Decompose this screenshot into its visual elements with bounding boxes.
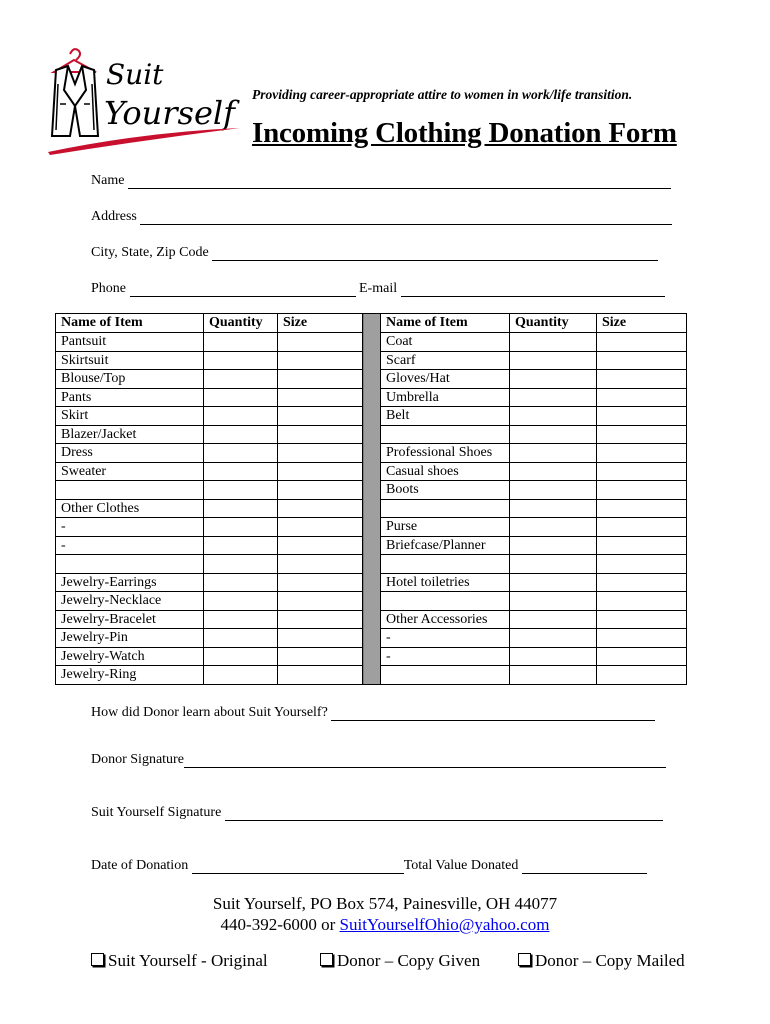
item-name-cell: Boots — [381, 481, 510, 500]
svg-text:Yourself: Yourself — [104, 94, 235, 132]
item-name-cell: Pants — [56, 388, 204, 407]
size-cell[interactable] — [278, 647, 363, 666]
quantity-cell[interactable] — [510, 370, 597, 389]
item-name-cell: Skirt — [56, 407, 204, 426]
item-name-cell — [381, 425, 510, 444]
size-cell[interactable] — [597, 481, 687, 500]
city-state-zip-line[interactable] — [212, 246, 658, 261]
quantity-cell[interactable] — [204, 388, 278, 407]
size-cell[interactable] — [597, 536, 687, 555]
item-name-cell: Pantsuit — [56, 333, 204, 352]
item-name-cell: Casual shoes — [381, 462, 510, 481]
item-name-cell: - — [381, 629, 510, 648]
quantity-cell[interactable] — [204, 333, 278, 352]
item-name-cell: Jewelry-Watch — [56, 647, 204, 666]
item-name-cell: Sweater — [56, 462, 204, 481]
copy-mailed-label: Donor – Copy Mailed — [535, 951, 685, 970]
size-cell[interactable] — [278, 407, 363, 426]
quantity-cell[interactable] — [510, 610, 597, 629]
address-field[interactable] — [91, 209, 672, 225]
column-header: Quantity — [510, 314, 597, 333]
size-cell[interactable] — [597, 333, 687, 352]
size-cell[interactable] — [278, 592, 363, 611]
donation-items-table — [55, 313, 687, 685]
size-cell[interactable] — [278, 573, 363, 592]
name-field[interactable] — [91, 173, 671, 189]
copy-original-label: Suit Yourself - Original — [108, 951, 268, 970]
size-cell[interactable] — [597, 370, 687, 389]
size-cell[interactable] — [597, 666, 687, 685]
item-name-cell: Scarf — [381, 351, 510, 370]
item-name-cell: - — [381, 647, 510, 666]
donor-signature-line[interactable] — [184, 753, 666, 768]
copy-given-option[interactable] — [320, 951, 480, 971]
item-name-cell: Professional Shoes — [381, 444, 510, 463]
quantity-cell[interactable] — [510, 573, 597, 592]
size-cell[interactable] — [597, 388, 687, 407]
city-state-zip-label: City, State, Zip Code — [91, 245, 209, 260]
size-cell[interactable] — [597, 425, 687, 444]
quantity-cell[interactable] — [510, 462, 597, 481]
item-name-cell: Briefcase/Planner — [381, 536, 510, 555]
size-cell[interactable] — [597, 573, 687, 592]
size-cell[interactable] — [278, 388, 363, 407]
quantity-cell[interactable] — [510, 481, 597, 500]
item-name-cell: - — [56, 518, 204, 537]
quantity-cell[interactable] — [204, 647, 278, 666]
size-cell[interactable] — [278, 536, 363, 555]
column-separator — [363, 314, 381, 685]
quantity-cell[interactable] — [510, 536, 597, 555]
item-name-cell: Gloves/Hat — [381, 370, 510, 389]
learn-about-field[interactable] — [91, 705, 655, 721]
quantity-cell[interactable] — [510, 666, 597, 685]
size-cell[interactable] — [278, 666, 363, 685]
footer-address: Suit Yourself, PO Box 574, Painesville, OH 44077 — [212, 894, 558, 913]
email-link[interactable]: SuitYourselfOhio@yahoo.com — [339, 915, 550, 934]
name-line[interactable] — [128, 174, 671, 189]
suit-jacket-logo-icon — [44, 44, 244, 156]
item-name-cell: Jewelry-Pin — [56, 629, 204, 648]
size-cell[interactable] — [597, 518, 687, 537]
quantity-cell[interactable] — [510, 444, 597, 463]
quantity-cell[interactable] — [510, 647, 597, 666]
item-name-cell: Other Clothes — [56, 499, 204, 518]
quantity-cell[interactable] — [204, 462, 278, 481]
phone-email-field[interactable] — [91, 281, 665, 297]
quantity-cell[interactable] — [204, 536, 278, 555]
suit-yourself-signature-field[interactable] — [91, 805, 663, 821]
column-header: Name of Item — [56, 314, 204, 333]
item-name-cell: Umbrella — [381, 388, 510, 407]
quantity-cell[interactable] — [204, 629, 278, 648]
form-title: Incoming Clothing Donation Form — [252, 117, 677, 149]
quantity-cell[interactable] — [510, 388, 597, 407]
item-name-cell: Jewelry-Necklace — [56, 592, 204, 611]
column-header: Quantity — [204, 314, 278, 333]
date-total-field[interactable] — [91, 858, 647, 874]
size-cell[interactable] — [597, 610, 687, 629]
item-name-cell: Jewelry-Bracelet — [56, 610, 204, 629]
size-cell[interactable] — [597, 444, 687, 463]
checkbox-icon[interactable] — [518, 953, 531, 966]
size-cell[interactable] — [278, 425, 363, 444]
quantity-cell[interactable] — [204, 610, 278, 629]
address-line[interactable] — [140, 210, 672, 225]
item-name-cell — [381, 666, 510, 685]
size-cell[interactable] — [597, 629, 687, 648]
item-name-cell: - — [56, 536, 204, 555]
size-cell[interactable] — [597, 592, 687, 611]
checkbox-icon[interactable] — [91, 953, 104, 966]
address-label: Address — [91, 209, 137, 224]
column-header: Name of Item — [381, 314, 510, 333]
item-name-cell: Dress — [56, 444, 204, 463]
copy-original-option[interactable] — [91, 951, 268, 971]
city-state-zip-field[interactable] — [91, 245, 658, 261]
table-header-row — [56, 314, 687, 333]
item-name-cell — [56, 481, 204, 500]
size-cell[interactable] — [278, 370, 363, 389]
date-of-donation-label: Date of Donation — [91, 858, 189, 873]
size-cell[interactable] — [278, 444, 363, 463]
quantity-cell[interactable] — [204, 444, 278, 463]
size-cell[interactable] — [597, 499, 687, 518]
item-name-cell — [381, 592, 510, 611]
item-name-cell: Jewelry-Ring — [56, 666, 204, 685]
quantity-cell[interactable] — [510, 407, 597, 426]
size-cell[interactable] — [278, 481, 363, 500]
item-name-cell: Purse — [381, 518, 510, 537]
quantity-cell[interactable] — [204, 555, 278, 574]
size-cell[interactable] — [597, 555, 687, 574]
size-cell[interactable] — [278, 499, 363, 518]
donor-signature-label: Donor Signature — [91, 752, 184, 767]
quantity-cell[interactable] — [204, 481, 278, 500]
quantity-cell[interactable] — [510, 592, 597, 611]
size-cell[interactable] — [597, 462, 687, 481]
quantity-cell[interactable] — [204, 425, 278, 444]
item-name-cell — [381, 499, 510, 518]
footer-phone: 440-392-6000 or — [220, 915, 336, 934]
item-name-cell: Skirtsuit — [56, 351, 204, 370]
item-name-cell: Belt — [381, 407, 510, 426]
item-name-cell: Hotel toiletries — [381, 573, 510, 592]
svg-text:Suit: Suit — [106, 58, 164, 91]
tagline: Providing career-appropriate attire to women in work/life transition. — [252, 87, 633, 102]
quantity-cell[interactable] — [204, 518, 278, 537]
footer-contact — [0, 915, 770, 935]
copy-given-label: Donor – Copy Given — [337, 951, 481, 970]
item-name-cell: Blouse/Top — [56, 370, 204, 389]
column-header: Size — [278, 314, 363, 333]
item-name-cell — [381, 555, 510, 574]
item-name-cell — [56, 555, 204, 574]
size-cell[interactable] — [597, 407, 687, 426]
quantity-cell[interactable] — [204, 370, 278, 389]
suit-yourself-signature-line[interactable] — [225, 806, 663, 821]
email-label: E-mail — [359, 281, 398, 296]
item-name-cell: Other Accessories — [381, 610, 510, 629]
copy-mailed-option[interactable] — [518, 951, 685, 971]
size-cell[interactable] — [278, 555, 363, 574]
phone-label: Phone — [91, 281, 126, 296]
item-name-cell: Blazer/Jacket — [56, 425, 204, 444]
size-cell[interactable] — [597, 351, 687, 370]
item-name-cell: Coat — [381, 333, 510, 352]
size-cell[interactable] — [278, 629, 363, 648]
suit-yourself-signature-label: Suit Yourself Signature — [91, 805, 222, 820]
quantity-cell[interactable] — [510, 518, 597, 537]
column-header: Size — [597, 314, 687, 333]
email-line[interactable] — [401, 282, 665, 297]
size-cell[interactable] — [278, 333, 363, 352]
quantity-cell[interactable] — [510, 351, 597, 370]
quantity-cell[interactable] — [510, 629, 597, 648]
total-value-line[interactable] — [522, 859, 647, 874]
date-of-donation-line[interactable] — [192, 859, 404, 874]
item-name-cell: Jewelry-Earrings — [56, 573, 204, 592]
name-label: Name — [91, 173, 125, 188]
size-cell[interactable] — [278, 462, 363, 481]
quantity-cell[interactable] — [510, 555, 597, 574]
quantity-cell[interactable] — [204, 499, 278, 518]
size-cell[interactable] — [278, 610, 363, 629]
quantity-cell[interactable] — [510, 499, 597, 518]
donor-signature-field[interactable] — [91, 752, 666, 768]
suit-yourself-logo — [44, 44, 244, 156]
quantity-cell[interactable] — [204, 592, 278, 611]
learn-about-line[interactable] — [331, 706, 655, 721]
size-cell[interactable] — [278, 518, 363, 537]
quantity-cell[interactable] — [204, 666, 278, 685]
quantity-cell[interactable] — [204, 351, 278, 370]
quantity-cell[interactable] — [204, 407, 278, 426]
size-cell[interactable] — [597, 647, 687, 666]
checkbox-icon[interactable] — [320, 953, 333, 966]
learn-about-label: How did Donor learn about Suit Yourself? — [91, 705, 328, 720]
size-cell[interactable] — [278, 351, 363, 370]
quantity-cell[interactable] — [510, 425, 597, 444]
quantity-cell[interactable] — [204, 573, 278, 592]
phone-line[interactable] — [130, 282, 356, 297]
total-value-label: Total Value Donated — [403, 858, 519, 873]
quantity-cell[interactable] — [510, 333, 597, 352]
